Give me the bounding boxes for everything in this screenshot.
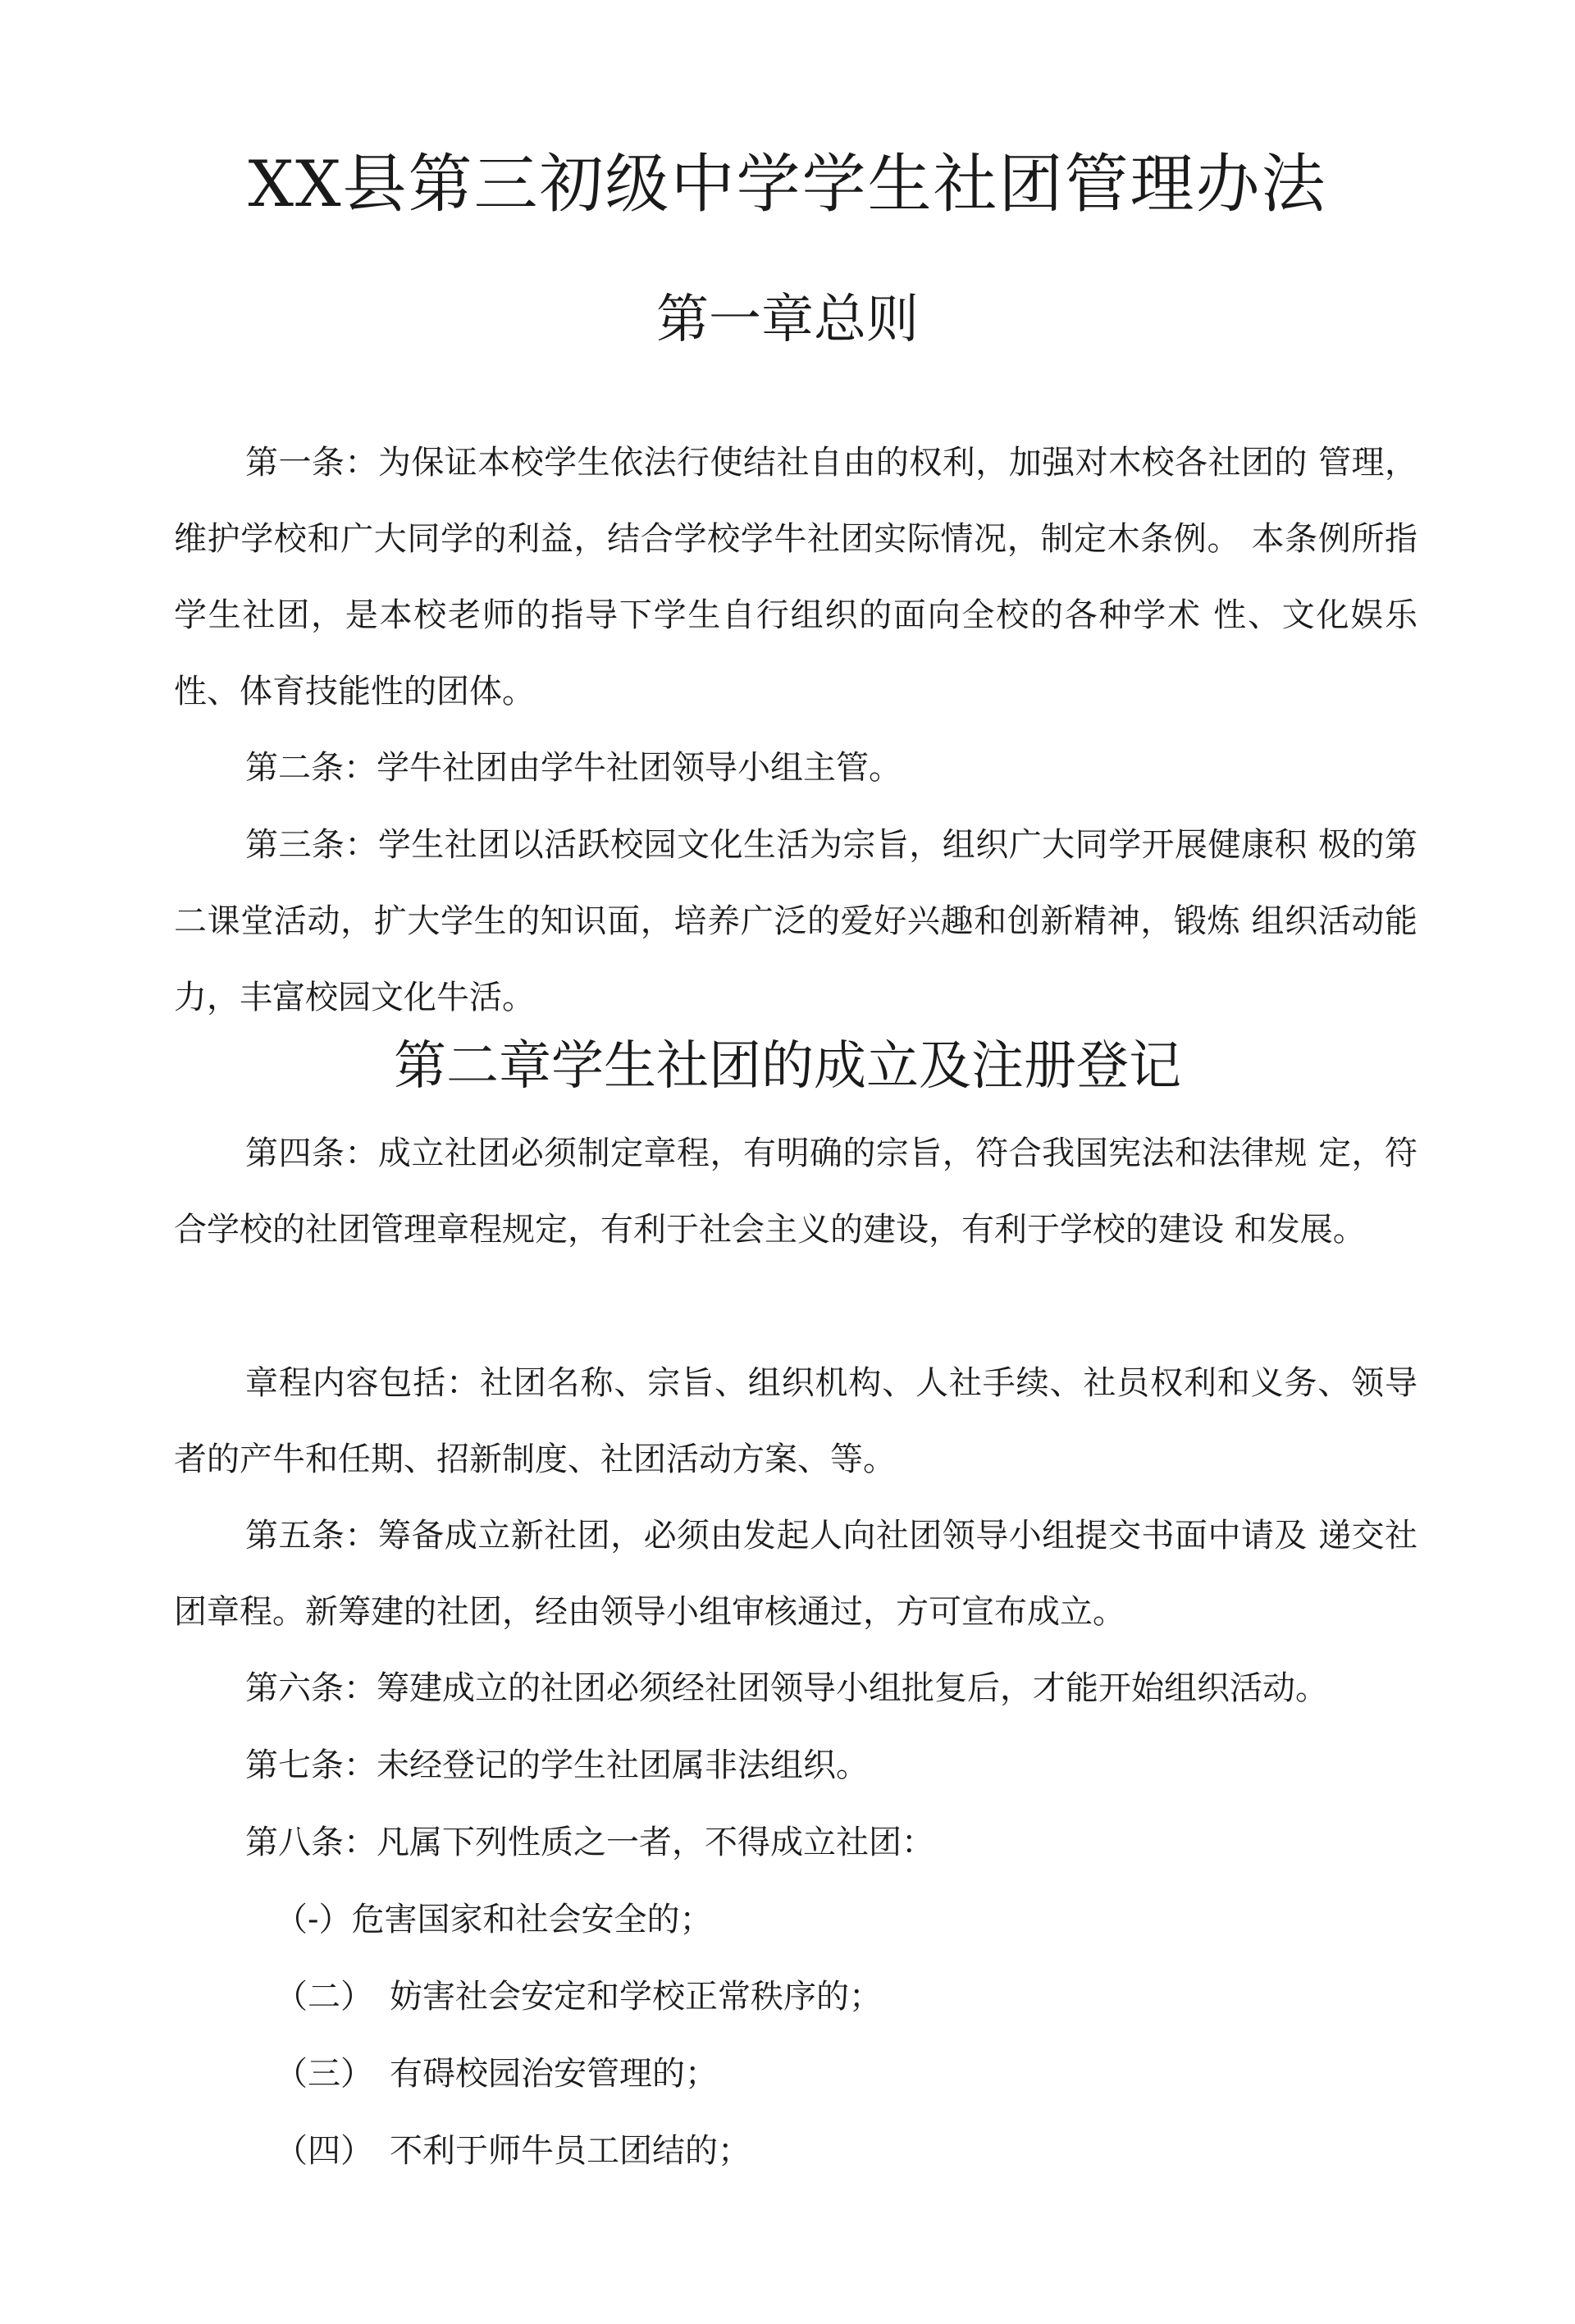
article-6-paragraph: 第六条：筹建成立的社团必须经社团领导小组批复后，才能开始组织活动。	[245, 1669, 1328, 1707]
article-5-paragraph: 第五条：筹备成立新社团，必须由发起人向社团领导小组提交书面中请及 递交社团章程。新筹建的社团，经由领导小组审核通过，方可宣布成立。	[174, 1517, 1418, 1631]
chapter-1-title: 第一章总则	[656, 290, 919, 350]
article-3-paragraph: 第三条：学生社团以活跃校园文化生活为宗旨，组织广大同学开展健康积 极的第二课堂活动，扩大学生的知识面，培养广泛的爱好兴趣和创新精神，锻炼 组织活动能力，丰富校园文化牛活。	[174, 826, 1418, 1016]
article-4-paragraph: 第四条：成立社团必须制定章程，有明确的宗旨，符合我国宪法和法律规 定，符合学校的社团管理章程规定，有利于社会主义的建设，有利于学校的建设 和发展。	[174, 1135, 1418, 1249]
charter-contents-paragraph: 章程内容包括：社团名称、宗旨、组织机构、人社手续、社员权利和义务、领导者的产牛和任期、招新制度、社团活动方案、等。	[174, 1364, 1418, 1478]
prohibited-item-1: （-）危害国家和社会安全的；	[275, 1901, 713, 1938]
document-title: XX县第三初级中学学生社团管理办法	[248, 148, 1327, 221]
prohibited-item-2: （二） 妨害社会安定和学校正常秩序的；	[275, 1978, 882, 2016]
article-2-paragraph: 第二条：学牛社团由学牛社团领导小组主管。	[245, 749, 902, 787]
article-7-paragraph: 第七条：未经登记的学生社团属非法组织。	[245, 1746, 869, 1784]
prohibited-item-3: （三） 有碍校园治安管理的；	[275, 2055, 718, 2093]
chapter-2-title: 第二章学生社团的成立及注册登记	[394, 1036, 1181, 1097]
article-8-paragraph: 第八条：凡属下列性质之一者，不得成立社团：	[245, 1824, 934, 1861]
prohibited-item-4: （四） 不利于师牛员工团结的；	[275, 2132, 751, 2170]
article-1-paragraph: 第一条：为保证本校学生依法行使结社自由的权利，加强对木校各社团的 管理，维护学校和广大同学的利益，结合学校学牛社团实际情况，制定木条例。 本条例所指学生社团，是本校老师的指导下学生自行组织的面向全校的各种学术 性、文化娱乐性、体育技能性的团体。	[174, 444, 1418, 710]
